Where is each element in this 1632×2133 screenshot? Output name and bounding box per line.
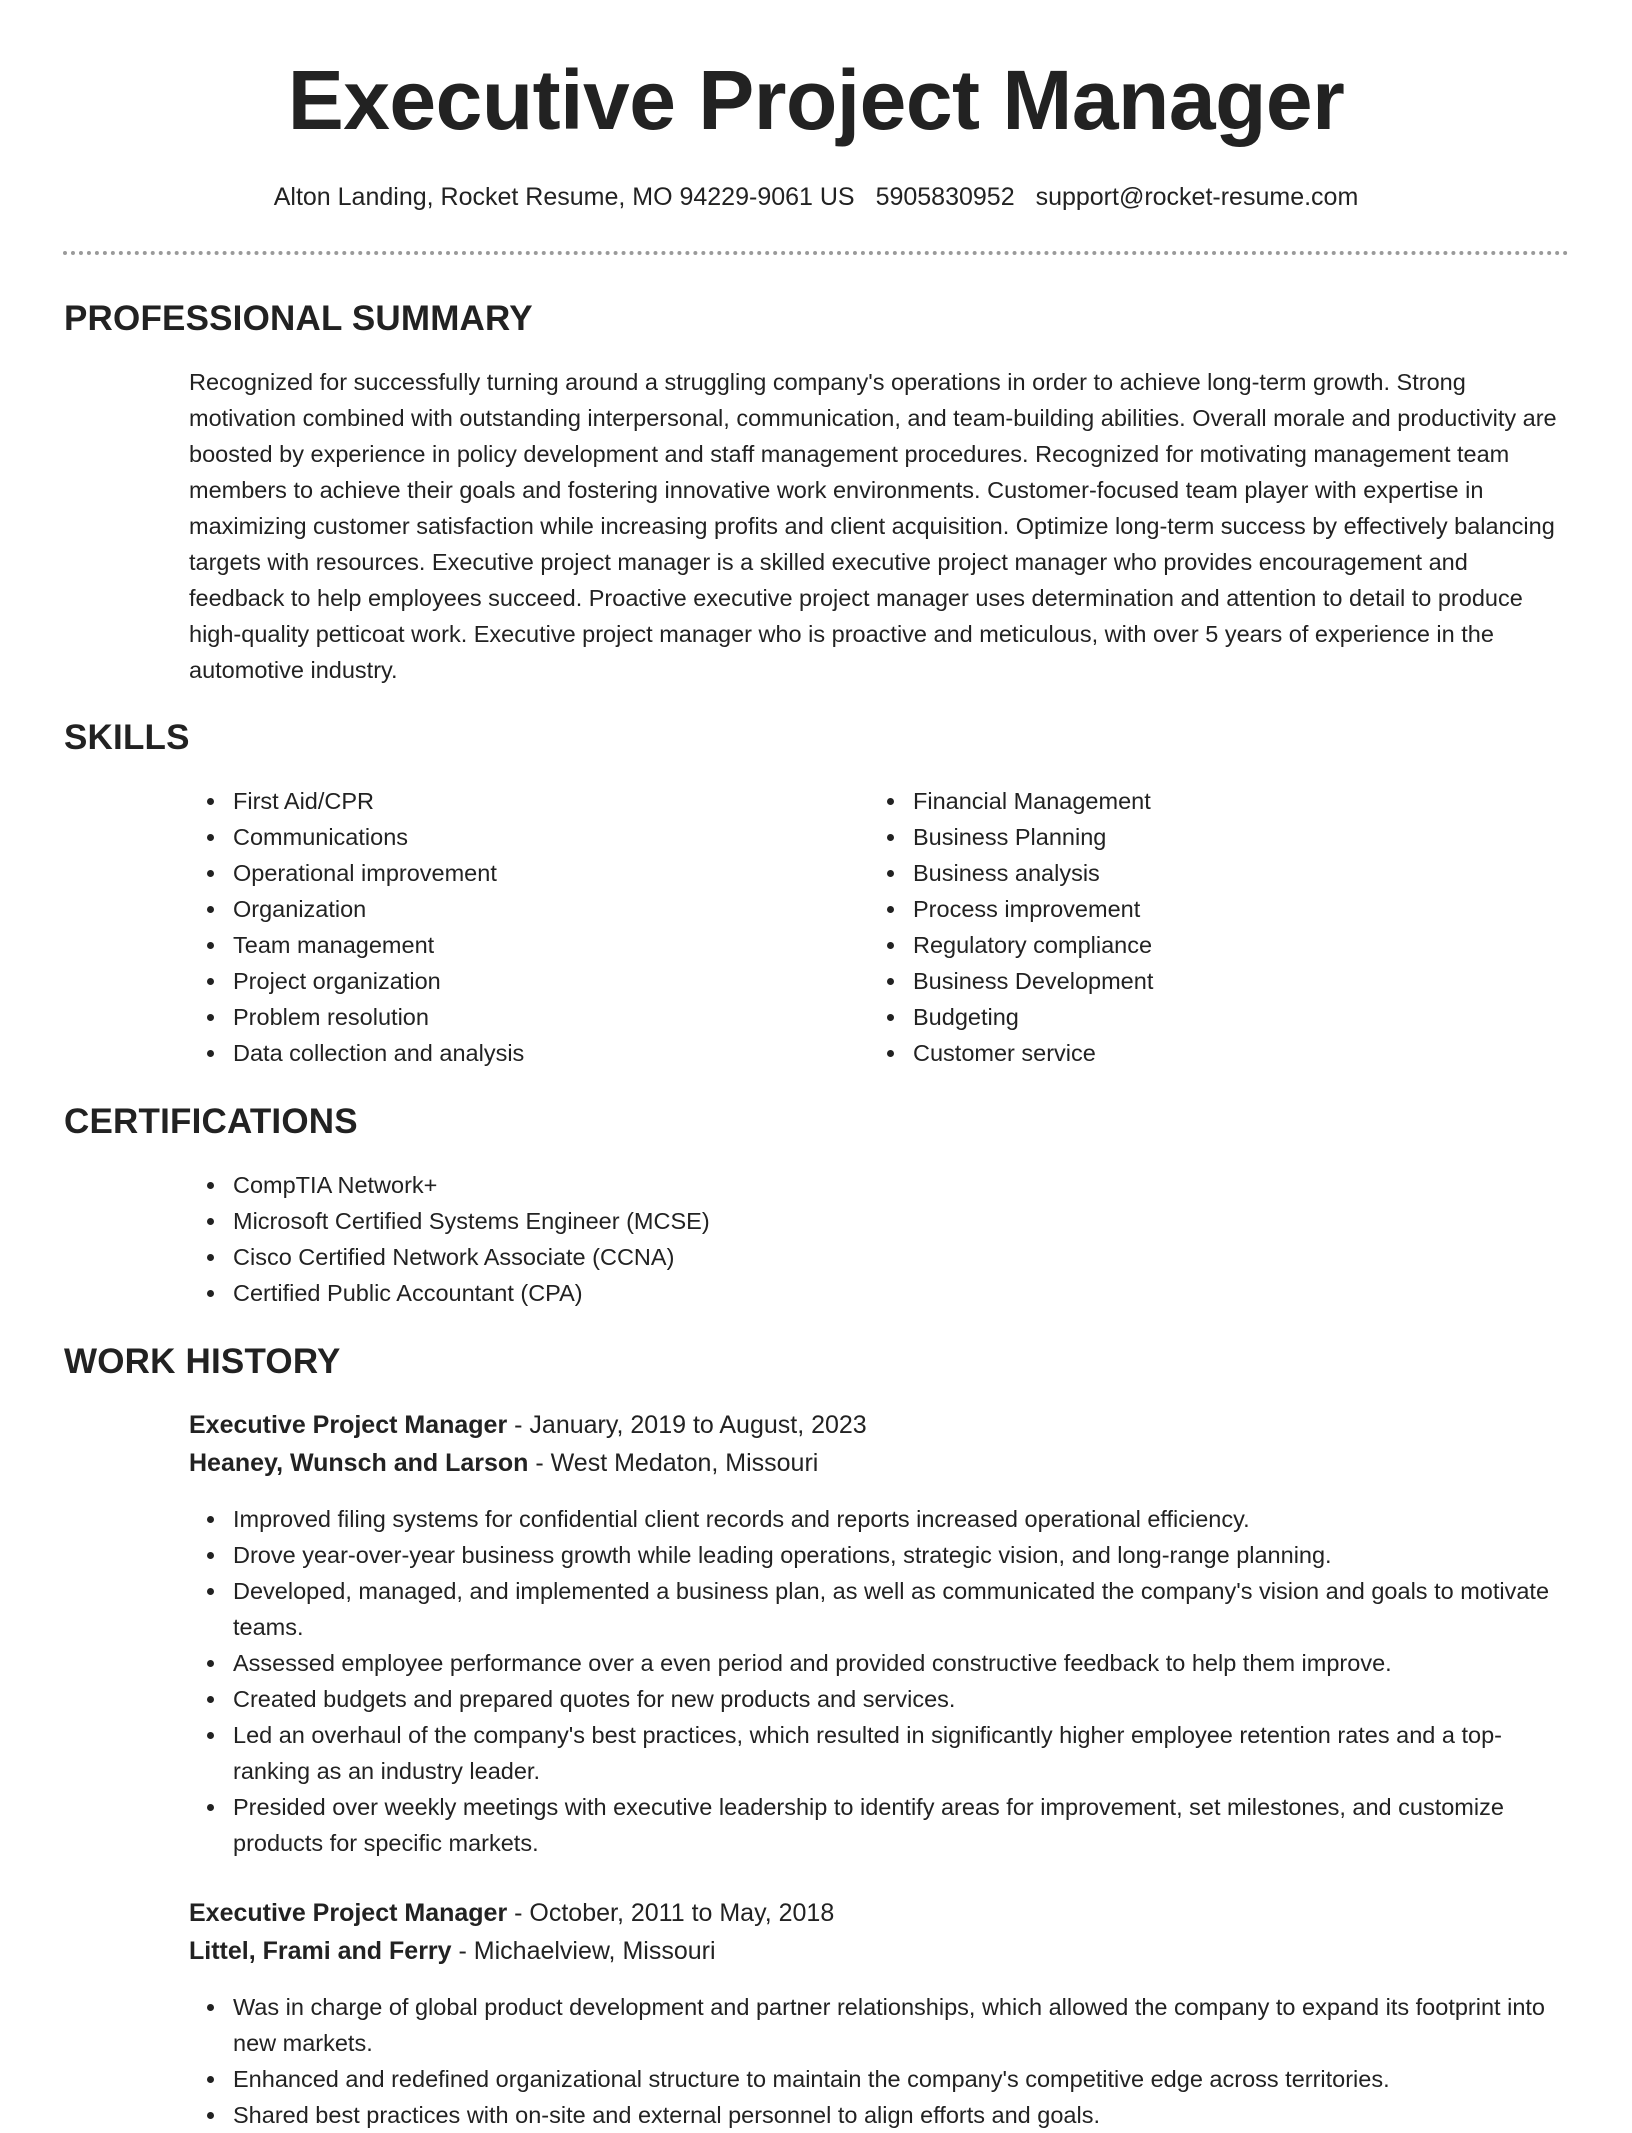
skill-item: Problem resolution bbox=[189, 999, 809, 1035]
contact-email: support@rocket-resume.com bbox=[1035, 183, 1359, 211]
job-location: - Michaelview, Missouri bbox=[451, 1937, 716, 1965]
job-bullet: Drove year-over-year business growth while leading operations, strategic vision, and long-range planning. bbox=[189, 1537, 1569, 1573]
skill-item: Process improvement bbox=[869, 891, 1489, 927]
job-bullet: Developed, managed, and implemented a business plan, as well as communicated the company's vision and goals to motivate teams. bbox=[189, 1573, 1569, 1645]
skill-item: Data collection and analysis bbox=[189, 1035, 809, 1071]
header-divider bbox=[63, 251, 1569, 255]
certification-item: CompTIA Network+ bbox=[189, 1167, 710, 1203]
job-company: Littel, Frami and Ferry bbox=[189, 1937, 452, 1965]
skills-list-left bbox=[189, 783, 809, 1071]
job-bullet: Improved filing systems for confidential client records and reports increased operational efficiency. bbox=[189, 1501, 1569, 1537]
skill-item: Business Planning bbox=[869, 819, 1489, 855]
job-dates: - January, 2019 to August, 2023 bbox=[507, 1411, 867, 1439]
skill-item: Team management bbox=[189, 927, 809, 963]
job-role: Executive Project Manager bbox=[189, 1899, 508, 1927]
job-title-line bbox=[189, 1406, 867, 1444]
contact-address: Alton Landing, Rocket Resume, MO 94229-9061 US bbox=[273, 183, 855, 211]
certification-item: Microsoft Certified Systems Engineer (MCSE) bbox=[189, 1203, 710, 1239]
skill-item: Regulatory compliance bbox=[869, 927, 1489, 963]
job-bullet: Enhanced and redefined organizational structure to maintain the company's competitive edge across territories. bbox=[189, 2061, 1569, 2097]
certifications-heading: CERTIFICATIONS bbox=[64, 1102, 358, 1141]
skill-item: Financial Management bbox=[869, 783, 1489, 819]
resume-name: Executive Project Manager bbox=[287, 53, 1345, 147]
skill-item: Organization bbox=[189, 891, 809, 927]
job-bullets bbox=[189, 1501, 1569, 1861]
work-history-heading: WORK HISTORY bbox=[64, 1342, 341, 1381]
summary-text: Recognized for successfully turning around a struggling company's operations in order to achieve long-term growth. Strong motivation combined with outstanding interpersonal, communication, and team-building abilities. Overall morale and productivity are boosted by experience in policy development and staff management procedures. Recognized for motivating management team members to achieve their goals and fostering innovative work environments. Customer-focused team player with expertise in maximizing customer satisfaction while increasing profits and client acquisition. Optimize long-term success by effectively balancing targets with resources. Executive project manager is a skilled executive project manager who provides encouragement and feedback to help employees succeed. Proactive executive project manager uses determination and attention to detail to produce high-quality petticoat work. Executive project manager who is proactive and meticulous, with over 5 years of experience in the automotive industry. bbox=[189, 369, 1557, 683]
contact-line bbox=[0, 182, 1632, 212]
skill-item: Customer service bbox=[869, 1035, 1489, 1071]
job-bullet: Led an overhaul of the company's best practices, which resulted in significantly higher employee retention rates and a top-ranking as an industry leader. bbox=[189, 1717, 1569, 1789]
summary-heading: PROFESSIONAL SUMMARY bbox=[64, 299, 533, 338]
job-bullets bbox=[189, 1989, 1569, 2133]
skill-item: Operational improvement bbox=[189, 855, 809, 891]
job-bullet: Created budgets and prepared quotes for new products and services. bbox=[189, 1681, 1569, 1717]
job-company: Heaney, Wunsch and Larson bbox=[189, 1449, 529, 1477]
certification-item: Certified Public Accountant (CPA) bbox=[189, 1275, 710, 1311]
job-bullet: Presided over weekly meetings with executive leadership to identify areas for improvement, set milestones, and customize products for specific markets. bbox=[189, 1789, 1569, 1861]
job-location: - West Medaton, Missouri bbox=[528, 1449, 819, 1477]
skills-list-right bbox=[869, 783, 1489, 1071]
job-title-line bbox=[189, 1894, 834, 1932]
job-company-line bbox=[189, 1444, 818, 1482]
job-company-line bbox=[189, 1932, 716, 1970]
certifications-list bbox=[189, 1167, 710, 1311]
certification-item: Cisco Certified Network Associate (CCNA) bbox=[189, 1239, 710, 1275]
skill-item: Project organization bbox=[189, 963, 809, 999]
job-bullet: Was in charge of global product development and partner relationships, which allowed the company to expand its footprint into new markets. bbox=[189, 1989, 1569, 2061]
skill-item: Business analysis bbox=[869, 855, 1489, 891]
skill-item: First Aid/CPR bbox=[189, 783, 809, 819]
job-role: Executive Project Manager bbox=[189, 1411, 508, 1439]
contact-phone: 5905830952 bbox=[875, 183, 1015, 211]
skill-item: Communications bbox=[189, 819, 809, 855]
skills-heading: SKILLS bbox=[64, 718, 190, 757]
skill-item: Budgeting bbox=[869, 999, 1489, 1035]
skill-item: Business Development bbox=[869, 963, 1489, 999]
job-dates: - October, 2011 to May, 2018 bbox=[507, 1899, 835, 1927]
job-bullet: Shared best practices with on-site and external personnel to align efforts and goals. bbox=[189, 2097, 1569, 2133]
job-bullet: Assessed employee performance over a even period and provided constructive feedback to help them improve. bbox=[189, 1645, 1569, 1681]
